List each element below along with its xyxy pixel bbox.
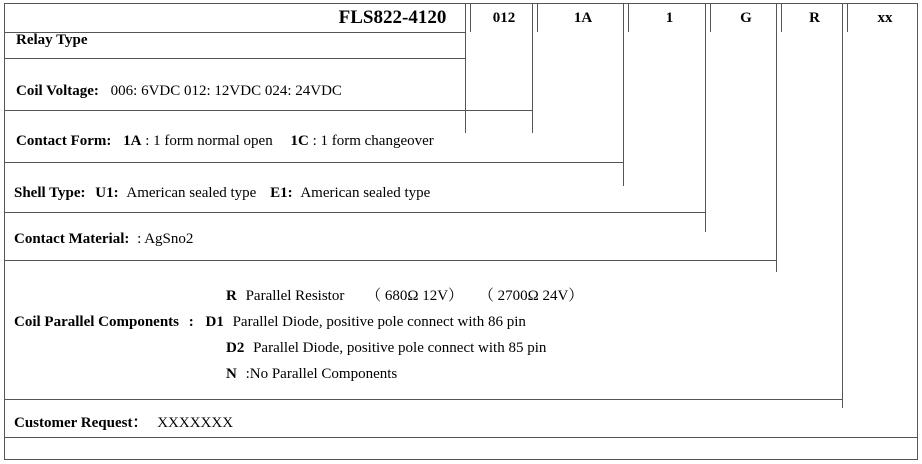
coil-parallel-label: Coil Parallel Components — [14, 314, 179, 330]
relay-type-label: Relay Type — [16, 32, 88, 48]
coil-parallel-line-r — [14, 283, 583, 309]
coil-parallel-colon: : — [188, 314, 194, 330]
contact-form-label: Contact Form: — [16, 133, 112, 149]
connector-shell-type — [705, 4, 706, 232]
coil-parallel-code-n: N — [226, 366, 237, 382]
customer-request-value: XXXXXXX — [157, 415, 234, 431]
divider-coil-voltage — [5, 110, 532, 111]
contact-form-code-1a: 1A — [123, 133, 142, 149]
part-number-code: FLS822-4120 — [338, 7, 447, 28]
divider-coil-parallel — [5, 399, 842, 400]
connector-contact-form-right — [623, 4, 624, 186]
connector-contact-material — [776, 4, 777, 272]
divider-relay-type — [5, 58, 465, 59]
contact-form-code-1c: 1C — [290, 133, 309, 149]
shell-type-code-u1: U1: — [95, 185, 119, 201]
divider-shell-type — [5, 212, 705, 213]
coil-voltage-label: Coil Voltage: — [16, 83, 99, 99]
contact-material-value: : AgSno2 — [137, 231, 194, 247]
customer-request-label: Customer Request： — [14, 415, 148, 431]
coil-parallel-code: R — [781, 4, 847, 32]
shell-type-text-e1: American sealed type — [300, 185, 431, 201]
connector-contact-form-left — [532, 4, 533, 84]
divider-customer-request — [5, 437, 917, 438]
coil-parallel-text-d1: Parallel Diode, positive pole connect with 86 pin — [232, 314, 526, 330]
coil-parallel-line-n — [14, 361, 583, 387]
coil-parallel-code-r: R — [226, 288, 237, 304]
row-customer-request — [14, 411, 233, 432]
shell-type-text-u1: American sealed type — [126, 185, 257, 201]
coil-parallel-text-n: :No Parallel Components — [245, 366, 398, 382]
contact-material-code: G — [710, 4, 781, 32]
connector-contact-form-left-2 — [532, 84, 533, 133]
coil-parallel-text-r: Parallel Resistor — [245, 288, 345, 304]
contact-material-label: Contact Material: — [14, 231, 130, 247]
row-contact-material — [14, 231, 193, 248]
contact-form-text-1a: : 1 form normal open — [145, 133, 273, 149]
coil-parallel-code-d1: D1 — [205, 314, 224, 330]
coil-parallel-value-r-12v: （ 680Ω 12V） — [366, 288, 464, 304]
coil-parallel-code-d2: D2 — [226, 340, 245, 356]
customer-request-code: xx — [847, 4, 922, 32]
contact-form-text-1c: : 1 form changeover — [312, 133, 434, 149]
row-coil-voltage — [16, 83, 342, 100]
coil-voltage-code: 012 — [470, 4, 537, 32]
connector-coil-voltage — [465, 4, 466, 133]
row-contact-form — [16, 133, 434, 150]
coil-parallel-text-d2: Parallel Diode, positive pole connect with 85 pin — [253, 340, 547, 356]
coil-voltage-value: 006: 6VDC 012: 12VDC 024: 24VDC — [110, 83, 342, 99]
row-coil-parallel-components — [14, 283, 583, 387]
coil-parallel-value-r-24v: （ 2700Ω 24V） — [478, 288, 584, 304]
shell-type-code: 1 — [628, 4, 710, 32]
shell-type-label: Shell Type: — [14, 185, 86, 201]
shell-type-code-e1: E1: — [270, 185, 293, 201]
row-relay-type — [16, 32, 88, 49]
contact-form-code: 1A — [537, 4, 628, 32]
connector-coil-parallel — [842, 4, 843, 408]
coil-parallel-line-d1 — [14, 309, 583, 335]
coil-parallel-line-d2 — [14, 335, 583, 361]
divider-contact-form — [5, 162, 623, 163]
code-row — [5, 4, 917, 32]
divider-contact-material — [5, 260, 776, 261]
row-shell-type — [14, 185, 430, 202]
